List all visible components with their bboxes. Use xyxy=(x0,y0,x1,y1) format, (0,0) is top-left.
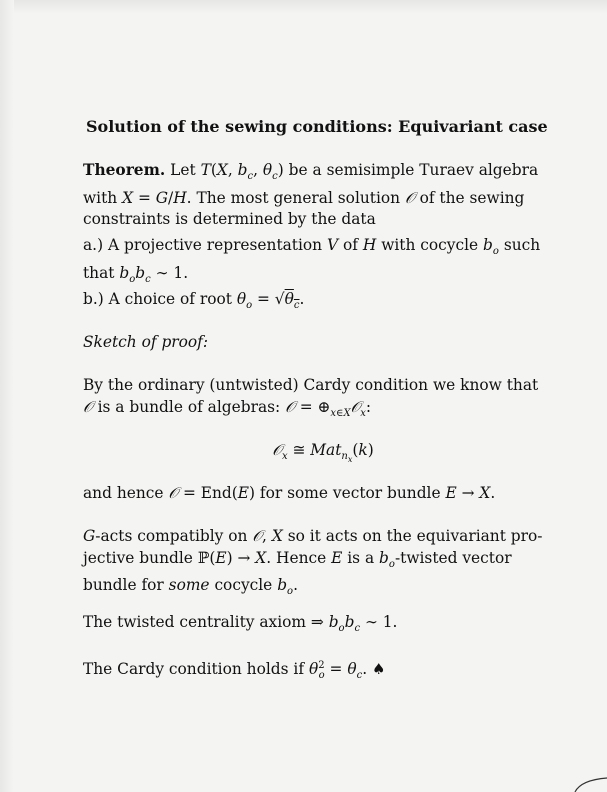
gacts-paragraph xyxy=(83,526,563,603)
theorem-label: Theorem. xyxy=(83,161,166,179)
scan-edge-left xyxy=(0,0,14,792)
twisted-centrality-line: The twisted centrality axiom ⇒ $b_ob_c$ ∼ 1. xyxy=(83,613,398,635)
cardy-line-1: By the ordinary (untwisted) Cardy condition we know that xyxy=(83,376,539,394)
cardy-line-2: 𝒪 is a bundle of algebras: 𝒪 = $\oplus_{x\in X}𝒪_x$: xyxy=(83,397,372,419)
item-a-line-2: that $b_ob_c$ ∼ 1. xyxy=(83,263,189,285)
item-a-line-1: a.) A projective representation V of H with cocycle $b_o$ such xyxy=(83,236,541,258)
theorem-block xyxy=(83,160,563,231)
gacts-line-2: jective bundle ℙ(E) → X. Hence E is a $b_o$-twisted vector xyxy=(83,548,512,570)
sketch-of-proof: Sketch of proof: xyxy=(83,333,209,351)
theorem-line-2: with X = G/H. The most general solution 𝒪 of the sewing xyxy=(83,188,525,207)
cardy-holds-line: The Cardy condition holds if $\theta^2_o = \theta_c$. ♠ xyxy=(83,660,386,682)
hence-line: and hence 𝒪 = End(E) for some vector bundle E → X. xyxy=(83,484,496,502)
item-b: b.) A choice of root $\theta_o = √\theta_c$. xyxy=(83,290,305,312)
slide-title: Solution of the sewing conditions: Equivariant case xyxy=(86,117,548,136)
qed-spade-icon: ♠ xyxy=(372,660,386,679)
gacts-line-1: G-acts compatibly on 𝒪, X so it acts on the equivariant pro- xyxy=(83,527,543,545)
item-a xyxy=(83,235,563,290)
theorem-line-1: Theorem. Let T(X, $b_c$, $\theta_c$) be a semisimple Turaev algebra xyxy=(83,161,539,183)
page-curl-mark xyxy=(567,772,607,792)
gacts-line-3: bundle for some cocycle $b_o$. xyxy=(83,576,298,598)
display-equation: 𝒪$_x$ ≅ Mat$_{n_x}$(k) xyxy=(272,441,374,465)
cardy-paragraph xyxy=(83,375,563,424)
theorem-line-3: constraints is determined by the data xyxy=(83,210,376,229)
scan-edge-top xyxy=(0,0,607,14)
